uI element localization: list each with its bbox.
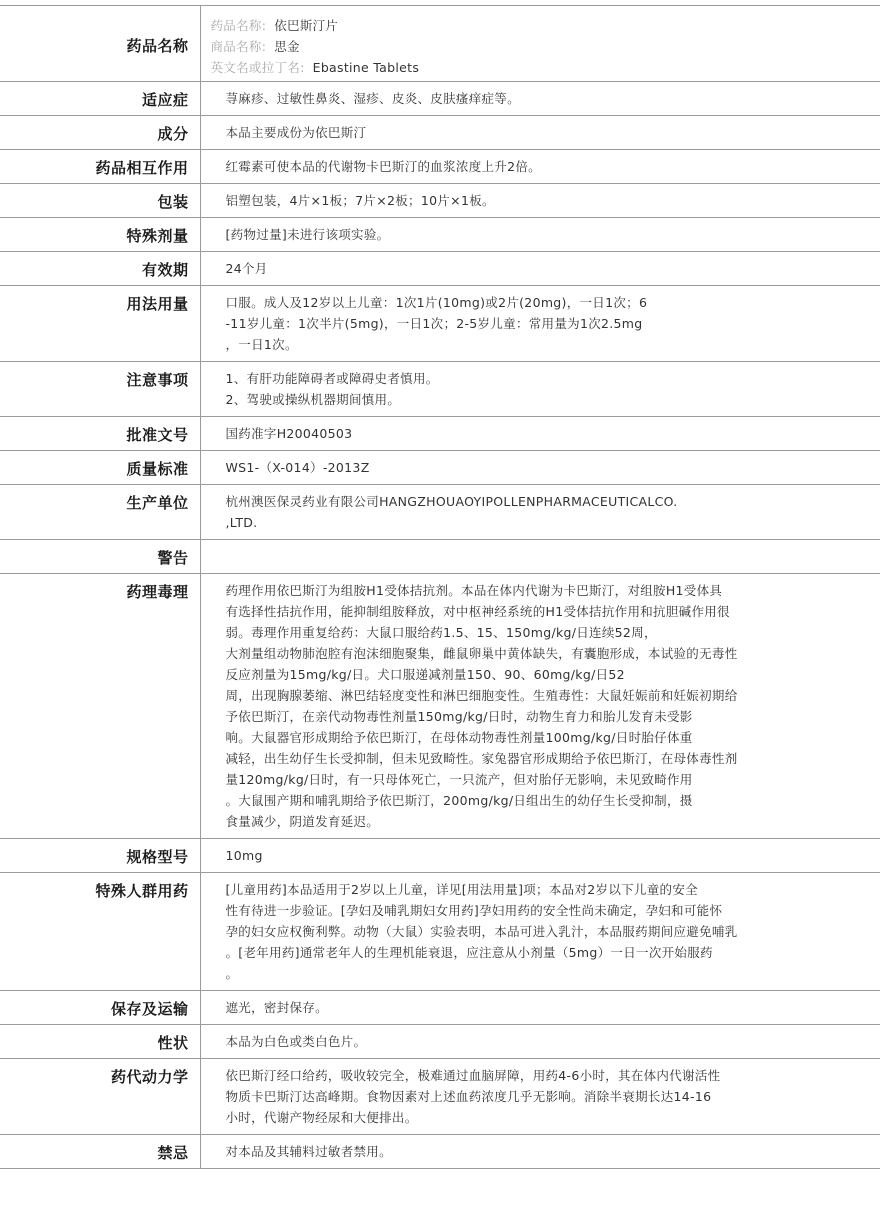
english-name-label: 英文名或拉丁名: (210, 60, 305, 75)
row-value (200, 873, 880, 991)
row-value-line: 减轻，出生幼仔生长受抑制，但未见致畸性。家兔器官形成期给予依巴斯汀，在母体毒性剂 (225, 751, 738, 766)
row-value (200, 417, 880, 451)
row-value-line: 有选择性拮抗作用，能抑制组胺释放，对中枢神经系统的H1受体拮抗作用和抗胆碱作用很 (225, 604, 730, 619)
row-value-line: 本品为白色或类白色片。 (225, 1034, 367, 1049)
row-value (200, 574, 880, 839)
info-row (0, 252, 880, 286)
row-value-line: 反应剂量为15mg/kg/日。犬口服递减剂量150、90、60mg/kg/日52 (225, 667, 625, 682)
info-row (0, 417, 880, 451)
row-value-line: 予依巴斯汀，在亲代动物毒性剂量150mg/kg/日时，动物生育力和胎儿发育未受影 (225, 709, 693, 724)
row-label: 规格型号 (0, 839, 200, 873)
row-label: 性状 (0, 1025, 200, 1059)
row-value-line: 口服。成人及12岁以上儿童：1次1片(10mg)或2片(20mg)，一日1次；6 (225, 295, 648, 310)
row-value-line: 遮光，密封保存。 (225, 1000, 328, 1015)
row-value-line: WS1-（X-014）-2013Z (225, 460, 370, 475)
row-value-line: 孕的妇女应权衡利弊。动物（大鼠）实验表明，本品可进入乳汁，本品服药期间应避免哺乳 (225, 924, 738, 939)
row-value-line: 小时，代谢产物经尿和大便排出。 (225, 1110, 418, 1125)
row-label: 成分 (0, 116, 200, 150)
row-value (200, 150, 880, 184)
generic-name-label: 药品名称: (210, 18, 267, 33)
row-label: 特殊人群用药 (0, 873, 200, 991)
row-label: 保存及运输 (0, 991, 200, 1025)
row-value-line: [儿童用药]本品适用于2岁以上儿童，详见[用法用量]项；本品对2岁以下儿童的安全 (225, 882, 698, 897)
row-value (200, 839, 880, 873)
row-value (200, 1135, 880, 1169)
info-row (0, 82, 880, 116)
info-row (0, 574, 880, 839)
row-value (200, 362, 880, 417)
generic-name-line (211, 15, 801, 36)
row-label: 包装 (0, 184, 200, 218)
row-value-line: 性有待进一步验证。[孕妇及哺乳期妇女用药]孕妇用药的安全性尚未确定，孕妇和可能怀 (225, 903, 723, 918)
row-value (200, 485, 880, 540)
row-value-line: 杭州澳医保灵药业有限公司HANGZHOUAOYIPOLLENPHARMACEUTICALCO. (225, 494, 678, 509)
row-value-line: 国药准字H20040503 (225, 426, 353, 441)
row-value-line: 物质卡巴斯汀达高峰期。食物因素对上述血药浓度几乎无影响。消除半衰期长达14-16 (225, 1089, 712, 1104)
info-row (0, 116, 880, 150)
row-value (200, 184, 880, 218)
drug-info-table (0, 5, 880, 1169)
row-label: 用法用量 (0, 286, 200, 362)
row-value-line: -11岁儿童：1次半片(5mg)，一日1次；2-5岁儿童：常用量为1次2.5mg (225, 316, 643, 331)
row-value-line: 。大鼠围产期和哺乳期给予依巴斯汀，200mg/kg/日组出生的幼仔生长受抑制，摄 (225, 793, 693, 808)
drug-name-values (200, 6, 880, 82)
trade-name-value: 思金 (274, 39, 300, 54)
trade-name-line (211, 36, 801, 57)
drug-info-table-body (0, 6, 880, 1169)
info-row (0, 839, 880, 873)
row-label: 药代动力学 (0, 1059, 200, 1135)
row-value (200, 991, 880, 1025)
info-row (0, 150, 880, 184)
info-row (0, 540, 880, 574)
info-row (0, 451, 880, 485)
row-value-line: 10mg (225, 848, 263, 863)
info-row (0, 1135, 880, 1169)
info-row (0, 991, 880, 1025)
row-value-line: 铝塑包装，4片×1板；7片×2板；10片×1板。 (225, 193, 495, 208)
row-label: 质量标准 (0, 451, 200, 485)
info-row (0, 286, 880, 362)
row-value (200, 1025, 880, 1059)
row-label: 适应症 (0, 82, 200, 116)
info-row (0, 184, 880, 218)
row-value-line: 红霉素可使本品的代谢物卡巴斯汀的血浆浓度上升2倍。 (225, 159, 541, 174)
row-label: 药品相互作用 (0, 150, 200, 184)
row-value-line: 24个月 (225, 261, 268, 276)
row-value (200, 82, 880, 116)
row-value (200, 540, 880, 574)
row-value (200, 286, 880, 362)
row-value (200, 252, 880, 286)
row-value-line: 大剂量组动物肺泡腔有泡沫细胞聚集，雌鼠卵巢中黄体缺失，有囊胞形成，本试验的无毒性 (225, 646, 738, 661)
row-label: 特殊剂量 (0, 218, 200, 252)
row-value (200, 451, 880, 485)
row-value-line: 食量减少，阴道发育延迟。 (225, 814, 380, 829)
row-value-line: 响。大鼠器官形成期给予依巴斯汀，在母体动物毒性剂量100mg/kg/日时胎仔体重 (225, 730, 693, 745)
row-value-line: ,LTD. (225, 515, 258, 530)
row-value-line: 对本品及其辅料过敏者禁用。 (225, 1144, 392, 1159)
row-value-line (226, 546, 801, 567)
english-name-value: Ebastine Tablets (312, 60, 420, 75)
row-label: 批准文号 (0, 417, 200, 451)
row-value-line: ，一日1次。 (225, 337, 298, 352)
row-label-drug-name: 药品名称 (0, 6, 200, 82)
info-row (0, 362, 880, 417)
info-row (0, 485, 880, 540)
row-value (200, 1059, 880, 1135)
row-value-line: 弱。毒理作用重复给药：大鼠口服给药1.5、15、150mg/kg/日连续52周， (225, 625, 657, 640)
row-value-line: 。[老年用药]通常老年人的生理机能衰退，应注意从小剂量（5mg）一日一次开始服药 (225, 945, 713, 960)
row-value (200, 116, 880, 150)
row-value-line: 本品主要成份为依巴斯汀 (225, 125, 367, 140)
row-value-line: 量120mg/kg/日时，有一只母体死亡，一只流产，但对胎仔无影响，未见致畸作用 (225, 772, 693, 787)
row-label: 药理毒理 (0, 574, 200, 839)
row-drug-name (0, 6, 880, 82)
info-row (0, 1059, 880, 1135)
row-value-line: 依巴斯汀经口给药，吸收较完全，极难通过血脑屏障，用药4-6小时，其在体内代谢活性 (225, 1068, 721, 1083)
generic-name-value: 依巴斯汀片 (274, 18, 339, 33)
row-label: 禁忌 (0, 1135, 200, 1169)
info-row (0, 1025, 880, 1059)
row-value-line: 药理作用依巴斯汀为组胺H1受体拮抗剂。本品在体内代谢为卡巴斯汀，对组胺H1受体具 (225, 583, 723, 598)
row-value-line: 1、有肝功能障碍者或障碍史者慎用。 (225, 371, 439, 386)
row-value-line: [药物过量]未进行该项实验。 (225, 227, 390, 242)
row-label: 警告 (0, 540, 200, 574)
row-value-line: 荨麻疹、过敏性鼻炎、湿疹、皮炎、皮肤瘙痒症等。 (225, 91, 520, 106)
row-value-line: 周，出现胸腺萎缩、淋巴结轻度变性和淋巴细胞变性。生殖毒性：大鼠妊娠前和妊娠初期给 (225, 688, 738, 703)
row-value-line: 。 (225, 966, 239, 981)
drug-info-sheet (0, 5, 880, 1169)
row-value-line: 2、驾驶或操纵机器期间慎用。 (225, 392, 401, 407)
trade-name-label: 商品名称: (210, 39, 267, 54)
row-label: 生产单位 (0, 485, 200, 540)
info-row (0, 873, 880, 991)
row-value (200, 218, 880, 252)
row-label: 注意事项 (0, 362, 200, 417)
info-row (0, 218, 880, 252)
english-name-line (211, 57, 801, 78)
row-label: 有效期 (0, 252, 200, 286)
